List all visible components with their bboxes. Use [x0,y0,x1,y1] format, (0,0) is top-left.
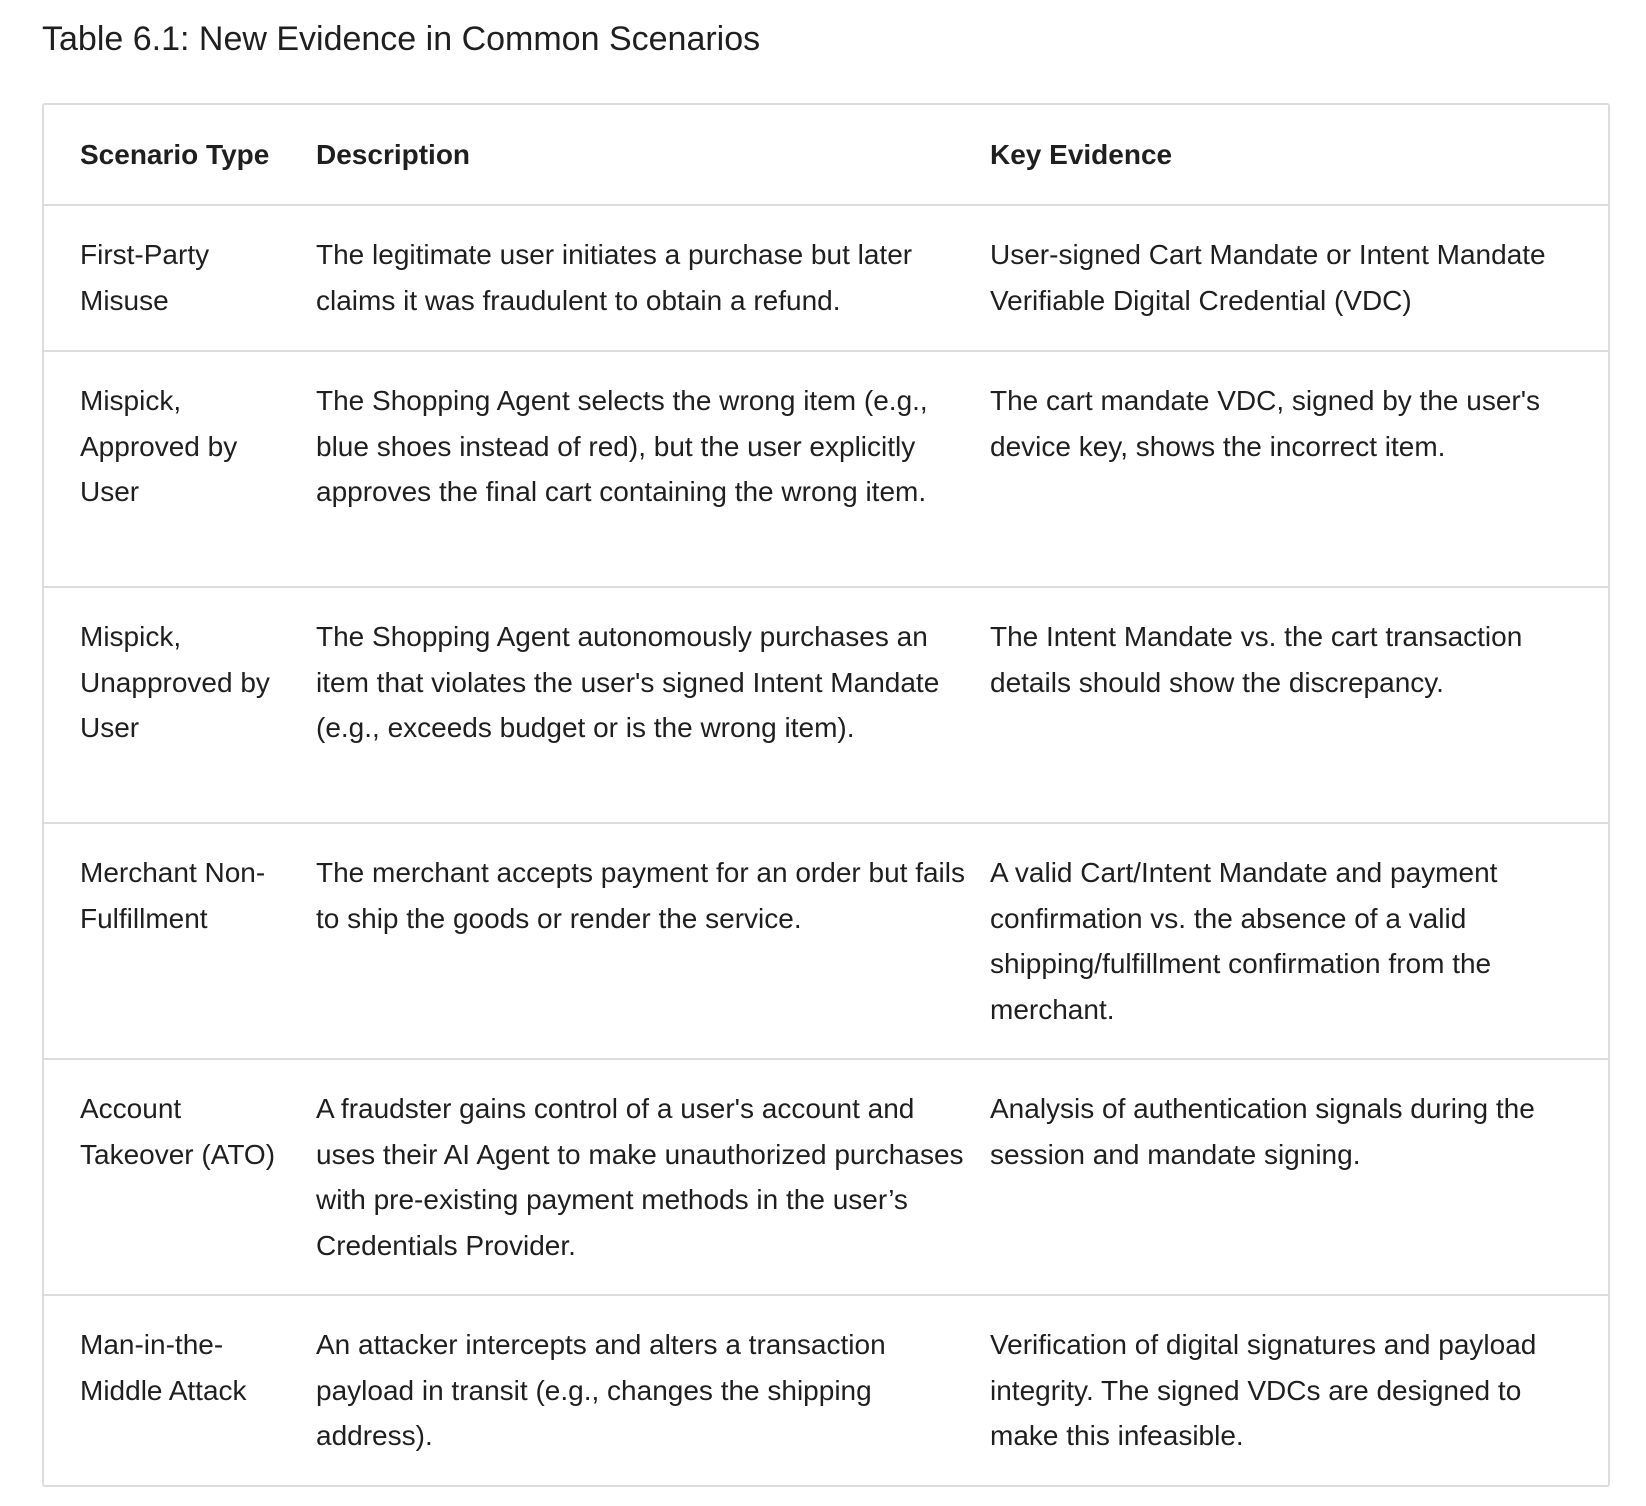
header-description: Description [316,105,990,205]
cell-scenario-type: Man-in-the-Middle Attack [80,1329,247,1406]
cell-key-evidence: Verification of digital signatures and payload integrity. The signed VDCs are designed to make this infeasible. [990,1329,1537,1451]
evidence-table [44,105,1608,1485]
cell-description: An attacker intercepts and alters a transaction payload in transit (e.g., changes the shipping address). [316,1329,886,1451]
cell-key-evidence: The cart mandate VDC, signed by the user's device key, shows the incorrect item. [990,351,1608,587]
cell-scenario-type: First-Party Misuse [44,205,316,351]
cell-scenario-type: Account Takeover (ATO) [44,1059,316,1295]
cell-key-evidence: Analysis of authentication signals during the session and mandate signing. [990,1059,1608,1295]
cell-scenario-type: Mispick, Unapproved by User [44,587,316,823]
cell-description: The Shopping Agent selects the wrong item (e.g., blue shoes instead of red), but the user explicitly approves the final cart containing the wrong item. [316,351,990,587]
cell-scenario-type: Merchant Non-Fulfillment [44,823,316,1059]
cell-key-evidence: User-signed Cart Mandate or Intent Mandate Verifiable Digital Credential (VDC) [990,205,1608,351]
cell-description: The Shopping Agent autonomously purchases an item that violates the user's signed Intent Mandate (e.g., exceeds budget or is the wrong item). [316,587,990,823]
table-row [44,1059,1608,1295]
cell-key-evidence: The Intent Mandate vs. the cart transaction details should show the discrepancy. [990,587,1608,823]
cell-description: The merchant accepts payment for an order but fails to ship the goods or render the service. [316,823,990,1059]
table-body [44,205,1608,1485]
table-header [44,105,1608,205]
table-row [44,351,1608,587]
header-scenario-type: Scenario Type [44,105,316,205]
cell-key-evidence: A valid Cart/Intent Mandate and payment confirmation vs. the absence of a valid shipping/fulfillment confirmation from the merchant. [990,823,1608,1059]
cell-description: A fraudster gains control of a user's account and uses their AI Agent to make unauthorized purchases with pre-existing payment methods in the user’s Credentials Provider. [316,1059,990,1295]
table-row [44,587,1608,823]
table-caption: Table 6.1: New Evidence in Common Scenarios [42,20,761,58]
table-row [44,1295,1608,1485]
table-row [44,823,1608,1059]
cell-description: The legitimate user initiates a purchase but later claims it was fraudulent to obtain a refund. [316,205,990,351]
evidence-table-container [42,103,1610,1487]
header-row [44,105,1608,205]
header-key-evidence: Key Evidence [990,105,1608,205]
cell-scenario-type: Mispick, Approved by User [44,351,316,587]
table-row [44,205,1608,351]
